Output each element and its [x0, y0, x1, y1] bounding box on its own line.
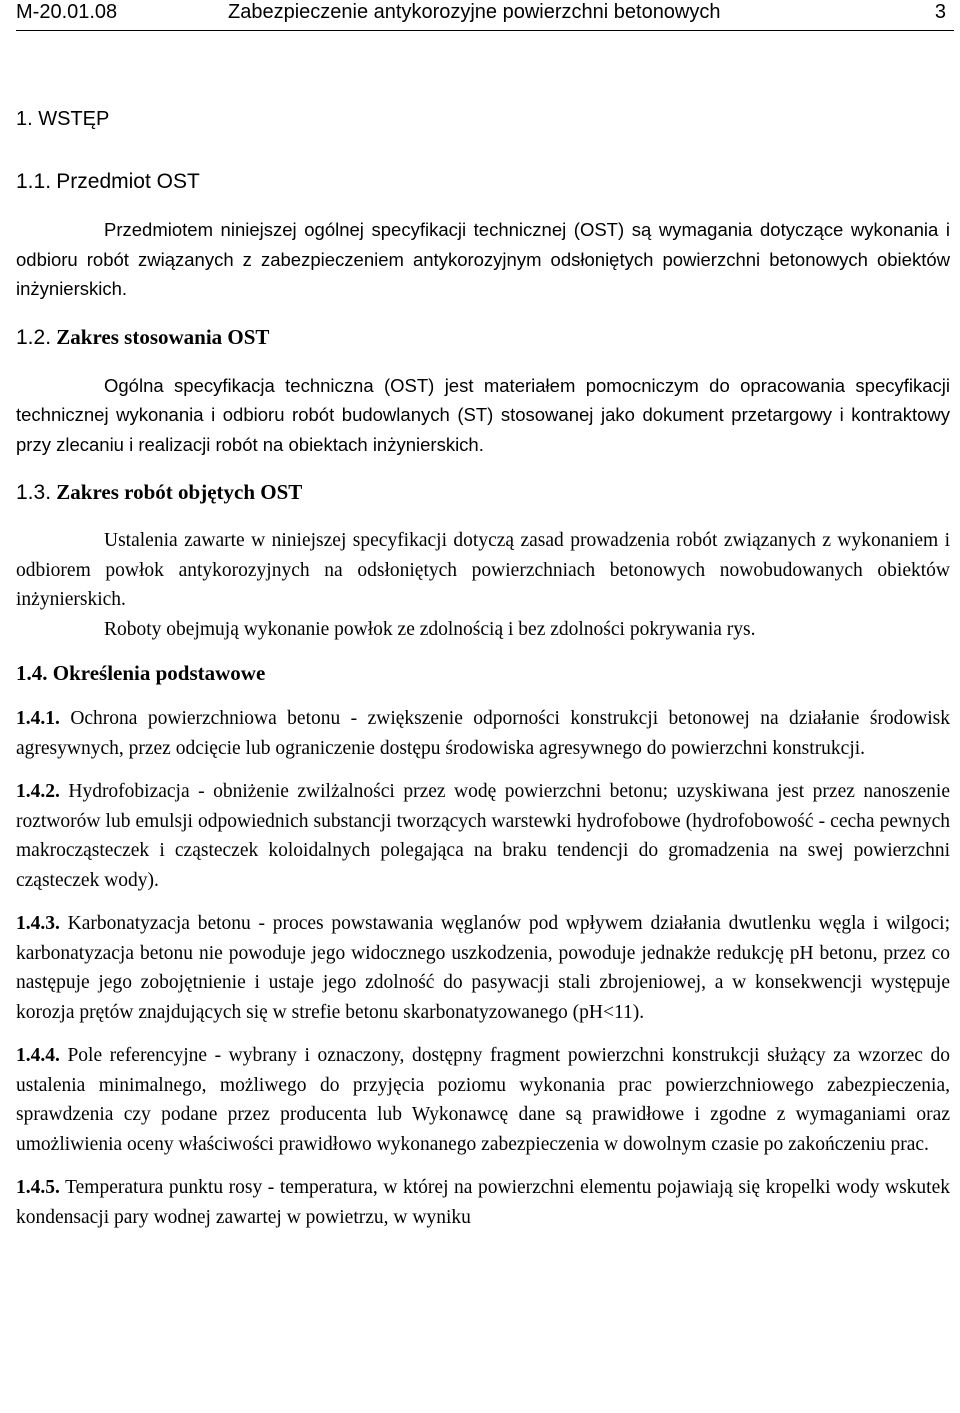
- paragraph-1-1: Przedmiotem niniejszej ogólnej specyfikacji technicznej (OST) są wymagania dotyczące wykonania i odbioru robót związanych z zabezpieczeniem antykorozyjnym odsłoniętych powierzchni betonowych obiektów inżynierskich.: [16, 219, 950, 299]
- definition-1-4-4: [16, 1041, 950, 1159]
- paragraph-1-2: Ogólna specyfikacja techniczna (OST) jest materiałem pomocniczym do opracowania specyfikacji technicznej wykonania i odbioru robót budowlanych (ST) stosowanej jako dokument przetargowy i kontraktowy przy zlecaniu i realizacji robót na obiektach inżynierskich.: [16, 374, 950, 455]
- section-number: 1.3.: [16, 481, 52, 504]
- section-title: Zakres robót objętych OST: [56, 480, 303, 504]
- document-code: M-20.01.08: [16, 1, 118, 23]
- definition-number: 1.4.1.: [16, 708, 60, 729]
- definition-text: Karbonatyzacja betonu - proces powstawania węglanów pod wpływem działania dwutlenku węgla i wilgoci; karbonatyzacja betonu nie powoduje jego widocznego uszkodzenia, powoduje jednakże redukcję pH betonu, przez co następuje jego zobojętnienie i ustaje jego zdolność do pasywacji stali zbrojeniowej, a w konsekwencji występuje korozja prętów znajdujących się w strefie betonu skarbonatyzowanego (pH<11).: [16, 913, 951, 1023]
- definition-number: 1.4.5.: [16, 1177, 60, 1198]
- definition-number: 1.4.3.: [16, 913, 60, 934]
- section-title: Przedmiot OST: [56, 170, 200, 193]
- section-heading-1-4: 1.4. Określenia podstawowe: [16, 661, 266, 685]
- section-heading-intro: 1. WSTĘP: [16, 108, 110, 130]
- paragraph-1-3-b: Roboty obejmują wykonanie powłok ze zdolnością i bez zdolności pokrywania rys.: [104, 618, 756, 640]
- document-title: Zabezpieczenie antykorozyjne powierzchni betonowych: [228, 1, 721, 23]
- definition-text: Hydrofobizacja - obniżenie zwilżalności przez wodę powierzchni betonu; uzyskiwana jest przez nanoszenie roztworów lub emulsji odpowiednich substancji tworzących warstewki hydrofobowe (hydrofobowość - cecha pewnych makrocząsteczek i cząsteczek koloidalnych polegająca na braku tendencji do gromadzenia na swej powierzchni cząsteczek wody).: [16, 781, 950, 891]
- definition-text: Temperatura punktu rosy - temperatura, w której na powierzchni elementu pojawiają się kropelki wody wskutek kondensacji pary wodnej zawartej w powietrzu, w wyniku: [16, 1177, 950, 1228]
- definition-1-4-2: [16, 777, 950, 895]
- definition-text: Pole referencyjne - wybrany i oznaczony, dostępny fragment powierzchni konstrukcji służący za wzorzec do ustalenia minimalnego, możliwego do przyjęcia poziomu wykonania prac powierzchniowego zabezpieczenia, sprawdzenia czy podane przez producenta lub Wykonawcę dane są prawidłowe i zgodne z wymaganiami oraz umożliwienia oceny właściwości prawidłowo wykonanego zabezpieczenia w dowolnym czasie po zakończeniu prac.: [16, 1045, 950, 1155]
- section-number: 1.2.: [16, 325, 52, 349]
- section-title: Zakres stosowania OST: [56, 324, 270, 349]
- page-number: 3: [934, 1, 946, 23]
- section-number: 1.1.: [16, 170, 52, 193]
- paragraph-1-3-a: Ustalenia zawarte w niniejszej specyfikacji dotyczą zasad prowadzenia robót związanych z wykonaniem i odbiorem powłok antykorozyjnych na odsłoniętych powierzchniach betonowych nowobudowanych obiektów inżynierskich.: [16, 530, 950, 610]
- definition-number: 1.4.4.: [16, 1045, 60, 1066]
- document-body: [16, 100, 950, 1232]
- section-heading-1-2: [16, 318, 950, 357]
- section-heading-1-1: [16, 162, 950, 201]
- page-header: [16, 0, 954, 31]
- definition-1-4-3: [16, 909, 950, 1027]
- definition-1-4-1: [16, 704, 950, 763]
- definition-number: 1.4.2.: [16, 781, 60, 802]
- section-heading-1-3: [16, 473, 950, 512]
- definition-text: Ochrona powierzchniowa betonu - zwiększenie odporności konstrukcji betonowej na działanie środowisk agresywnych, przez odcięcie lub ograniczenie dostępu środowiska agresywnego do powierzchni konstrukcji.: [16, 708, 951, 759]
- definition-1-4-5: [16, 1173, 950, 1232]
